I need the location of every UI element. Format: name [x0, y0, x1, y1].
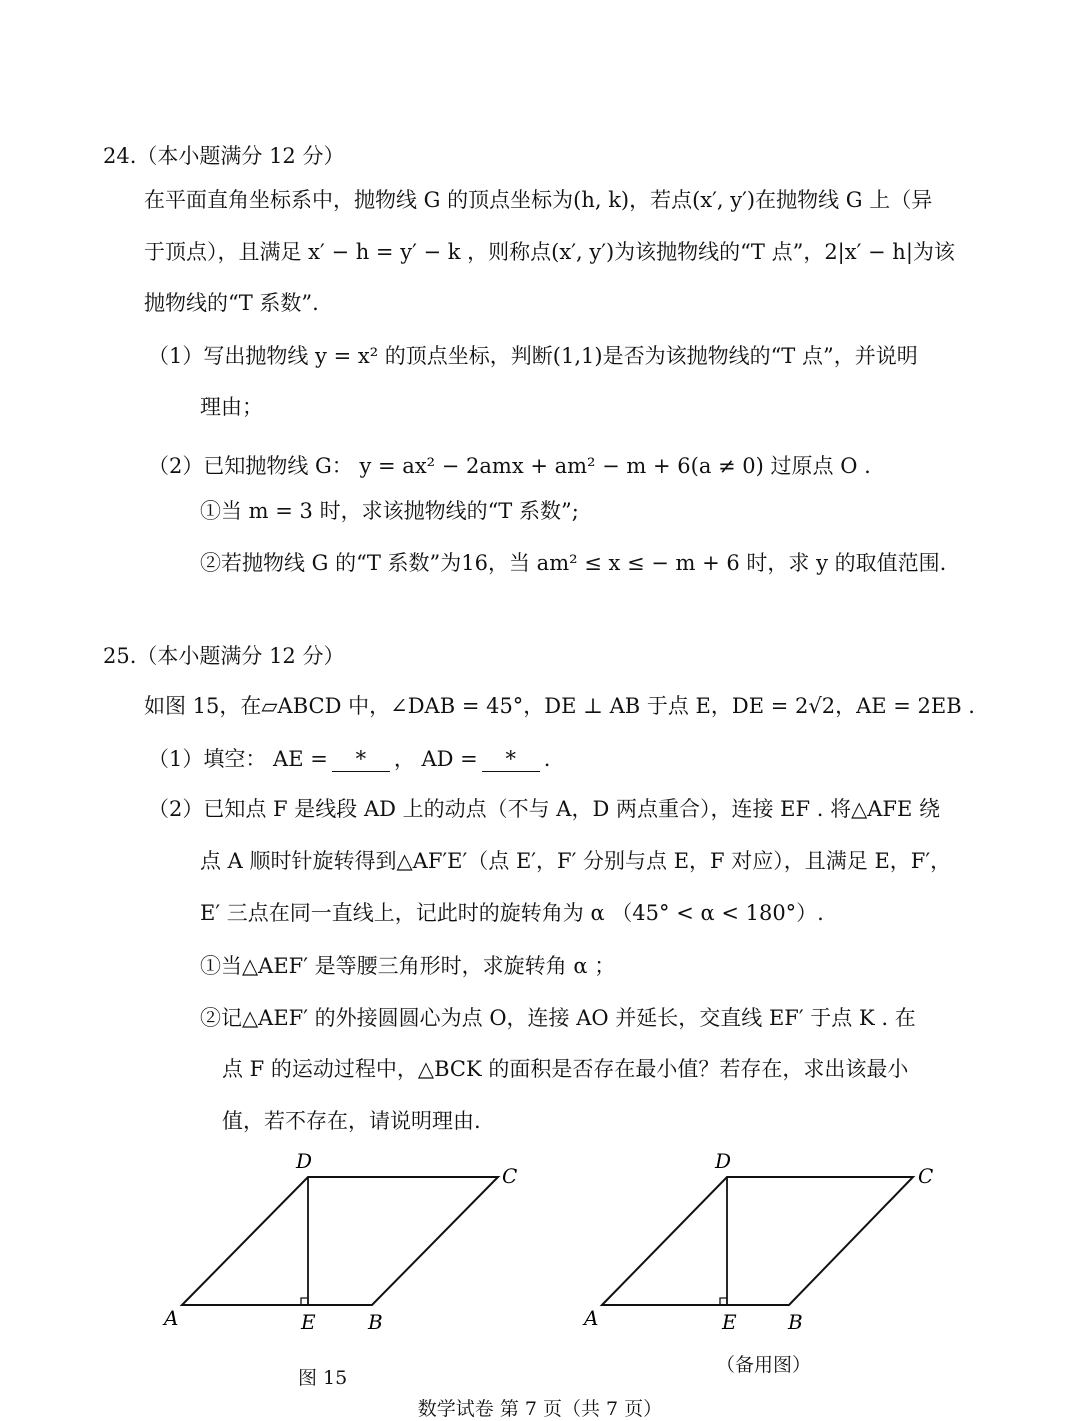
q24-sub2: ②若抛物线 G 的“T 系数”为16，当 am² ≤ x ≤ − m + 6 时，求 y 的取值范围.: [200, 551, 947, 575]
right-angle-mark-backup: [720, 1298, 727, 1305]
q25-sub2-line-1: ②记△AEF′ 的外接圆圆心为点 O，连接 AO 并延长，交直线 EF′ 于点 K . 在: [200, 1006, 916, 1030]
q24-part1-line-1: （1）写出抛物线 y = x² 的顶点坐标，判断(1,1)是否为该抛物线的“T 点”，并说明: [148, 344, 918, 368]
label-d: D: [296, 1149, 313, 1173]
label-a: A: [164, 1306, 179, 1330]
page-footer: 数学试卷 第 7 页（共 7 页）: [417, 1398, 663, 1420]
q25-part1-prefix: （1）填空： AE =: [148, 747, 328, 771]
q24-stem-line-1: 在平面直角坐标系中，抛物线 G 的顶点坐标为(h, k)，若点(x′, y′)在抛物线 G 上（异: [144, 188, 933, 212]
parallelogram-abcd-backup: [602, 1177, 913, 1305]
q24-stem-line-3: 抛物线的“T 系数”.: [144, 291, 319, 315]
label-e-backup: E: [722, 1310, 737, 1334]
backup-figure-parallelogram: [570, 1140, 970, 1350]
ae-answer-blank: *: [332, 747, 390, 772]
figure-15-parallelogram: [150, 1140, 550, 1350]
q25-part2-line-2: 点 A 顺时针旋转得到△AF′E′（点 E′，F′ 分别与点 E，F 对应），且满足 E，F′，: [200, 849, 952, 873]
q24-header: 24.（本小题满分 12 分）: [103, 144, 345, 168]
q25-sub2-line-2: 点 F 的运动过程中，△BCK 的面积是否存在最小值？若存在，求出该最小: [222, 1057, 909, 1081]
backup-figure-caption: （备用图）: [716, 1354, 812, 1376]
q24-part1-line-2: 理由；: [200, 395, 263, 419]
parallelogram-abcd: [182, 1177, 498, 1305]
label-e: E: [301, 1310, 316, 1334]
figure-15-caption: 图 15: [298, 1367, 348, 1389]
label-c: C: [502, 1164, 518, 1188]
q25-part1-mid: ， AD =: [393, 747, 478, 771]
q25-part1: [148, 744, 550, 774]
q24-sub1: ①当 m = 3 时，求该抛物线的“T 系数”;: [200, 499, 579, 523]
ad-answer-blank: *: [482, 747, 540, 772]
q24-stem-line-2: 于顶点），且满足 x′ − h = y′ − k ，则称点(x′, y′)为该抛物线的“T 点”，2|x′ − h|为该: [144, 240, 955, 264]
label-b-backup: B: [788, 1310, 803, 1334]
q25-sub1: ①当△AEF′ 是等腰三角形时，求旋转角 α ；: [200, 954, 616, 978]
q24-part2: （2）已知抛物线 G： y = ax² − 2amx + am² − m + 6(a ≠ 0) 过原点 O .: [148, 454, 871, 478]
label-d-backup: D: [715, 1149, 732, 1173]
label-b: B: [368, 1310, 383, 1334]
q25-stem: 如图 15，在▱ABCD 中，∠DAB = 45°，DE ⊥ AB 于点 E，DE = 2√2，AE = 2EB .: [144, 694, 975, 718]
q25-part2-line-1: （2）已知点 F 是线段 AD 上的动点（不与 A，D 两点重合），连接 EF . 将△AFE 绕: [148, 797, 940, 821]
q25-part1-end: .: [543, 747, 551, 771]
q25-sub2-line-3: 值，若不存在，请说明理由.: [222, 1109, 481, 1133]
label-a-backup: A: [584, 1306, 599, 1330]
label-c-backup: C: [918, 1164, 934, 1188]
q25-part2-line-3: E′ 三点在同一直线上，记此时的旋转角为 α （45° < α < 180°）.: [200, 901, 824, 925]
right-angle-mark: [301, 1298, 308, 1305]
q25-header: 25.（本小题满分 12 分）: [103, 644, 345, 668]
